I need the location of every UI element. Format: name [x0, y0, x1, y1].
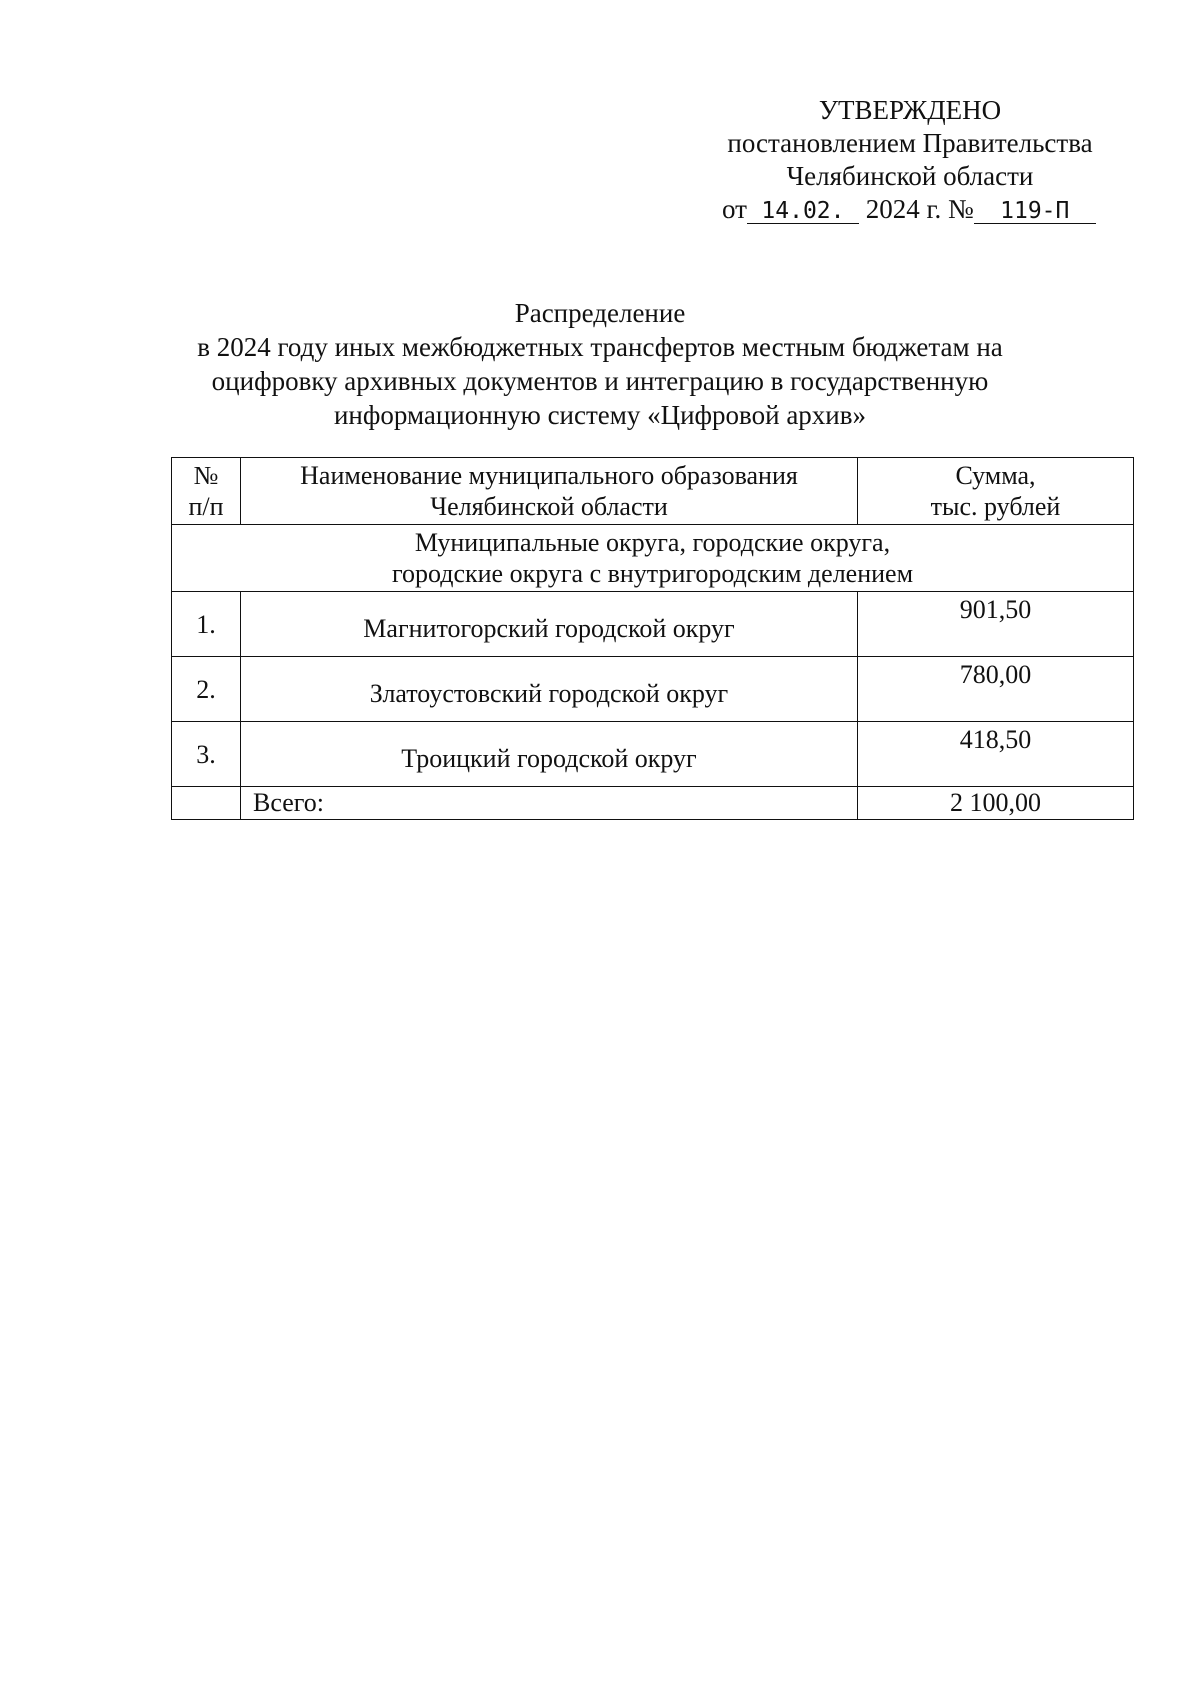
- header-name-line-1: Наименование муниципального образования: [300, 461, 798, 490]
- date-value: 14.02.: [747, 199, 859, 224]
- table-header-row: [172, 458, 1134, 525]
- section-line-2: городские округа с внутригородским делением: [391, 559, 914, 588]
- header-sum-line-1: Сумма,: [955, 461, 1036, 490]
- header-num-line-1: №: [193, 461, 219, 490]
- header-name-cell: [241, 458, 858, 525]
- row-num: 3.: [172, 722, 241, 787]
- total-sum: 2 100,00: [858, 787, 1134, 820]
- row-num: 2.: [172, 657, 241, 722]
- total-row: [172, 787, 1134, 820]
- row-name: Магнитогорский городской округ: [241, 592, 858, 657]
- approval-heading: УТВЕРЖДЕНО: [818, 95, 1002, 125]
- row-sum: 418,50: [858, 722, 1134, 787]
- title-line-1: Распределение: [514, 298, 686, 328]
- year-text: 2024 г. №: [865, 194, 974, 224]
- total-num: [172, 787, 241, 820]
- title-line-4: информационную систему «Цифровой архив»: [333, 400, 866, 430]
- table-row: [172, 592, 1134, 657]
- header-name-line-2: Челябинской области: [430, 492, 668, 521]
- header-num-cell: [172, 458, 241, 525]
- approval-line-1: постановлением Правительства: [727, 128, 1093, 158]
- document-title: [150, 296, 1050, 432]
- section-header-row: [172, 525, 1134, 592]
- section-line-1: Муниципальные округа, городские округа,: [414, 528, 891, 557]
- approval-date-line: [700, 193, 1120, 226]
- row-num: 1.: [172, 592, 241, 657]
- table-row: [172, 722, 1134, 787]
- row-name: Златоустовский городской округ: [241, 657, 858, 722]
- date-prefix: от: [722, 194, 747, 224]
- header-sum-cell: [858, 458, 1134, 525]
- section-header-cell: [172, 525, 1134, 592]
- total-label: Всего:: [241, 787, 858, 820]
- row-sum: 780,00: [858, 657, 1134, 722]
- title-line-2: в 2024 году иных межбюджетных трансфертов местным бюджетам на: [197, 332, 1003, 362]
- title-line-3: оцифровку архивных документов и интеграцию в государственную: [211, 366, 989, 396]
- row-name: Троицкий городской округ: [241, 722, 858, 787]
- approval-line-2: Челябинской области: [786, 161, 1034, 191]
- header-num-line-2: п/п: [188, 492, 224, 521]
- distribution-table: [171, 457, 1134, 820]
- approval-stamp: [700, 94, 1120, 226]
- header-sum-line-2: тыс. рублей: [930, 492, 1061, 521]
- row-sum: 901,50: [858, 592, 1134, 657]
- resolution-number: 119-П: [974, 199, 1096, 224]
- table-row: [172, 657, 1134, 722]
